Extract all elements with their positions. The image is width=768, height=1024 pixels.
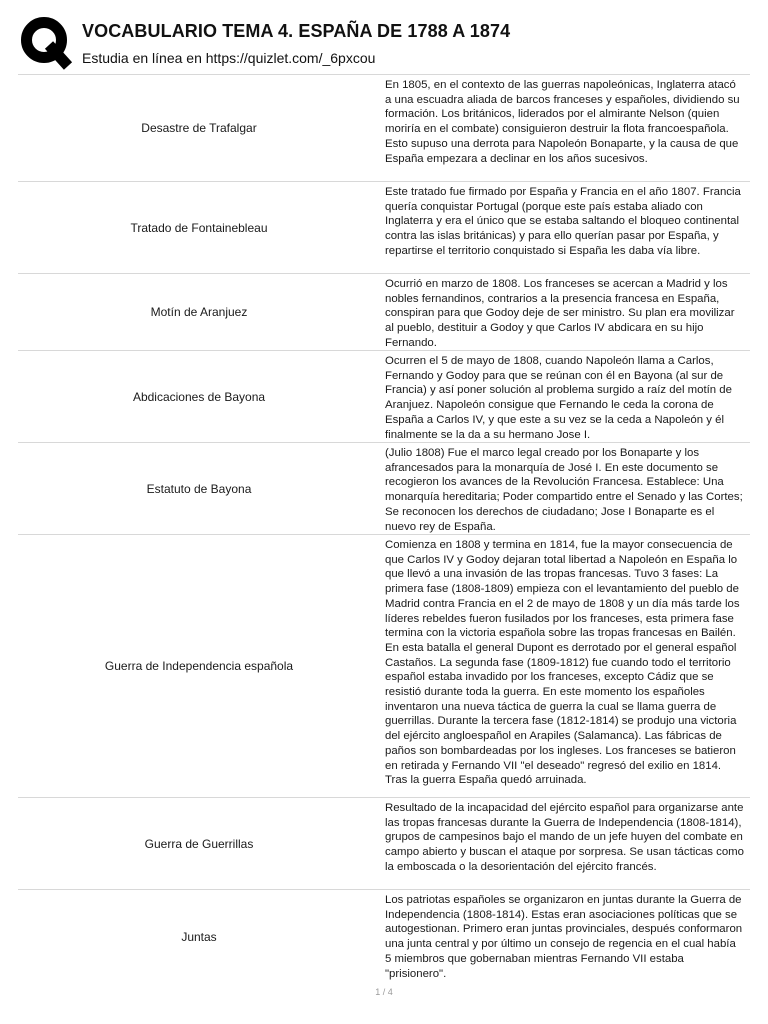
page-indicator: 1 / 4 <box>375 987 393 997</box>
table-row <box>18 535 750 798</box>
table-row <box>18 798 750 890</box>
definition-cell: En 1805, en el contexto de las guerras napoleónicas, Inglaterra atacó a una escuadra aliada de barcos franceses y españoles, dividiendo su formación. Los británicos, liderados por el almirante Nelson (quien moriría en el combate) consiguieron destruir la flota francoespañola. Esto supuso una derrota para Napoleón Bonaparte, y la causa de que España empezara a declinar en los años sucesivos. <box>385 79 740 165</box>
table-row <box>18 443 750 535</box>
table-row <box>18 75 750 182</box>
page-subtitle: Estudia en línea en https://quizlet.com/_6pxcou <box>82 50 376 66</box>
table-row <box>18 182 750 274</box>
term-cell: Abdicaciones de Bayona <box>132 389 266 404</box>
term-cell: Juntas <box>181 930 217 944</box>
term-cell: Guerra de Independencia española <box>104 659 294 673</box>
table-row <box>18 890 750 984</box>
definition-cell: Comienza en 1808 y termina en 1814, fue la mayor consecuencia de que Carlos IV y Godoy dejaran total libertad a Napoleón en España lo que llevó a una invasión de las tropas francesas. Tuvo 3 fases: La primera fase (1808-1809) empieza con el levantamiento del pueblo de Madrid contra Francia en el 2 de mayo de 1808 y un día más tarde los líderes rebeldes fueron fusilados por los franceses, esta primera fase termina con la victoria española sobre las tropas francesas en Bailén. En esta batalla el general Dupont es derrotado por el general español Castaños. La segunda fase (1809-1812) fue cuando todo el territorio español estaba invadido por los franceses, excepto Cádiz que se resistió durante toda la guerra. En este momento los españoles inventaron una nueva táctica de guerra la cual se llama guerra de guerrillas. Durante la tercera fase (1812-1814) se produjo una victoria del ejército angloespañol en Arapiles (Salamanca). Las fábricas de paños son bombardeadas por los ingleses. Los franceses se batieron en retirada y Fernando VII "el deseado" regresó del exilio en 1814. Tras la guerra España quedó arruinada. <box>385 539 740 787</box>
term-cell: Desastre de Trafalgar <box>141 121 257 135</box>
quizlet-logo-icon <box>18 14 76 72</box>
page-title: VOCABULARIO TEMA 4. ESPAÑA DE 1788 A 1874 <box>82 21 511 41</box>
term-cell: Estatuto de Bayona <box>146 481 252 496</box>
vocabulary-table <box>18 74 750 984</box>
definition-cell: (Julio 1808) Fue el marco legal creado por los Bonaparte y los afrancesados para la monarquía de José I. En este documento se recogieron los avances de la Revolución Francesa. Establece: Una monarquía hereditaria; Poder compartido entre el Senado y las Cortes; Se reconocen los derechos de ciudadano; Jose I Bonaparte es el nuevo rey de España. <box>385 447 743 533</box>
table-row <box>18 351 750 443</box>
header <box>0 0 768 74</box>
term-cell: Guerra de Guerrillas <box>144 836 254 851</box>
definition-cell: Ocurrió en marzo de 1808. Los franceses se acercan a Madrid y los nobles fernandinos, contrarios a la presencia francesa en España, conspiran para que Godoy deje de ser ministro. Su plan era movilizar al pueblo, destituir a Godoy y que Carlos IV abdicara en su hijo Fernando. <box>385 278 735 349</box>
definition-cell: Este tratado fue firmado por España y Francia en el año 1807. Francia quería conquistar Portugal (porque este país estaba aliado con Inglaterra y era el único que se estaba saltando el bloqueo continental contra las islas británicas) y para ello querían pasar por España, y repartirse el territorio conquistado si España les daba vía libre. <box>385 186 741 257</box>
definition-cell: Los patriotas españoles se organizaron en juntas durante la Guerra de Independencia (1808-1814). Estas eran asociaciones políticas que se autogestionan. Primero eran juntas provinciales, después conformaron una junta central y por último un consejo de regencia en el cual había 5 miembros que gobernaban mientras Fernando VII estaba "prisionero". <box>385 894 743 980</box>
term-cell: Motín de Aranjuez <box>150 305 248 319</box>
definition-cell: Resultado de la incapacidad del ejército español para organizarse ante las tropas francesas durante la Guerra de Independencia (1808-1814), grupos de campesinos bajo el mando de un jefe huyen del combate en campo abierto y buscan el ataque por sorpresa. Se usan tácticas como la emboscada o la desorientación del ejército francés. <box>385 802 745 873</box>
table-row <box>18 274 750 351</box>
definition-cell: Ocurren el 5 de mayo de 1808, cuando Napoleón llama a Carlos, Fernando y Godoy para que se reúnan con él en Bayona (al sur de Francia) y así poner solución al problema surgido a raíz del motín de Aranjuez. Napoleón consigue que Fernando le ceda la corona de España a Carlos IV, y que este a su vez se la ceda a Napoleón y él finalmente se la da a su hermano Jose I. <box>385 355 732 441</box>
term-cell: Tratado de Fontainebleau <box>130 220 268 235</box>
